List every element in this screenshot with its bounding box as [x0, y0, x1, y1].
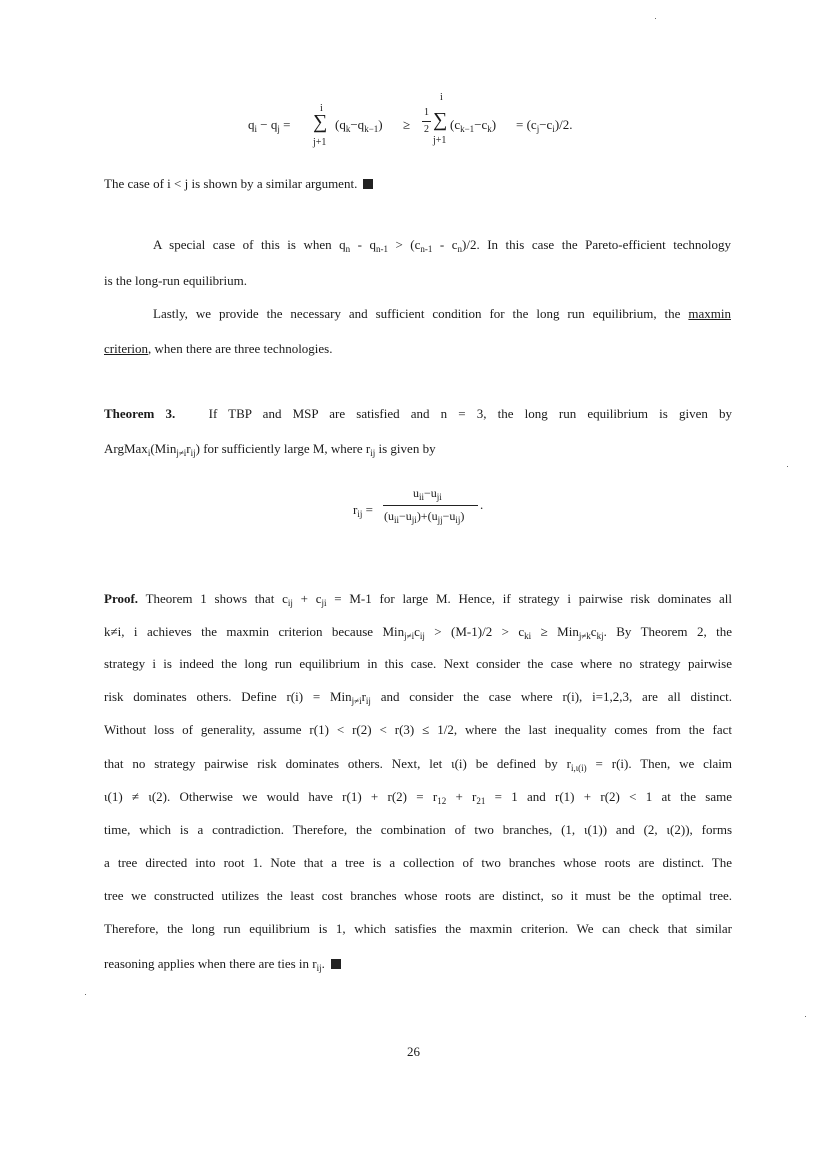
qed-square-icon: [363, 179, 373, 189]
proof-line-4: risk dominates others. Define $r(i) = Min_{j\ne i}r_{ij}$ and consider the case where r(i), i=1,2,3, are all distinct.: [104, 689, 732, 706]
sum2-term: $(c_{k-1}-c_k)$: [450, 117, 497, 134]
qed-square-icon: [331, 959, 341, 969]
geq-sign: ≥: [403, 117, 411, 132]
rij-denominator: $(u_{ii}-u_{ji})+(u_{jj}-u_{ij})$: [384, 509, 465, 525]
sum1-term: $(q_k-q_{k-1})$: [335, 117, 383, 134]
rij-fraction-line: [383, 505, 478, 506]
sum2-upper: i: [440, 92, 443, 103]
scan-speck: [787, 466, 788, 467]
proof-line-1: Proof. Theorem 1 shows that $c_{ij} + c_{ji} = M-1$ for large M. Hence, if strategy i pairwise risk dominates all: [104, 591, 732, 608]
special-case-line-1: A special case of this is when $q_n - q_{n-1} > (c_{n-1} - c_n)/2$. In this case the Pareto-efficient technology: [153, 237, 731, 254]
sum2-symbol: ∑: [433, 109, 448, 131]
theorem3-label: Theorem 3.: [104, 406, 176, 421]
maxmin-term: maxmin: [688, 306, 731, 321]
sum1-lower: j+1: [313, 137, 327, 148]
rij-period: .: [480, 497, 484, 512]
rij-lhs: $r_{ij}$ =: [353, 502, 373, 519]
page-number: 26: [407, 1044, 420, 1059]
eq-result: = $(c_j-c_i)/2$.: [516, 117, 573, 134]
proof-line-2: k≠i, i achieves the maxmin criterion because $Min_{j\ne i}c_{ij} > (M-1)/2 > c_{ki} \ge Min_{j\ne k}c_{kj}$. By Theorem 2, the: [104, 624, 732, 641]
half-fraction-line: [422, 121, 431, 122]
theorem3-line-1: Theorem 3. If TBP and MSP are satisfied and n = 3, the long run equilibrium is given by: [104, 406, 733, 421]
sum1-upper: i: [320, 103, 323, 114]
proof-line-8: time, which is a contradiction. Therefore, the combination of two branches, (1, ι(1)) and (2, ι(2)), forms: [104, 822, 732, 837]
rij-numerator: $u_{ii}-u_{ji}$: [413, 486, 442, 502]
sum2-lower: j+1: [433, 135, 447, 146]
scan-speck: [655, 18, 656, 19]
eq-lhs: $q_i - q_j$ =: [248, 117, 291, 134]
lastly-line-2: criterion, when there are three technologies.: [104, 341, 333, 356]
half-denominator: 2: [424, 124, 429, 135]
proof-line-12: reasoning applies when there are ties in $r_{ij}$.: [104, 956, 341, 972]
proof-line-11: Therefore, the long run equilibrium is 1, which satisfies the maxmin criterion. We can check that similar: [104, 921, 732, 936]
proof-line-5: Without loss of generality, assume r(1) < r(2) < r(3) ≤ 1/2, where the last inequality comes from the fact: [104, 722, 732, 737]
proof-line-6: that no strategy pairwise risk dominates others. Next, let ι(i) be defined by $r_{i,\iota(i)} = r(i)$. Then, we claim: [104, 756, 732, 773]
special-case-line-2: is the long-run equilibrium.: [104, 273, 247, 288]
sum1-symbol: ∑: [313, 111, 328, 133]
theorem3-line-2: $ArgMax_i(Min_{j\ne i}r_{ij})$ for sufficiently large M, where $r_{ij}$ is given by: [104, 441, 436, 458]
case-paragraph: The case of i < j is shown by a similar argument.: [104, 176, 373, 192]
proof-line-9: a tree directed into root 1. Note that a tree is a collection of two branches whose roots are distinct. The: [104, 855, 732, 870]
proof-line-7: ι(1) ≠ ι(2). Otherwise we would have $r(1) + r(2) = r_{12} + r_{21} = 1$ and r(1) + r(2) < 1 at the same: [104, 789, 732, 806]
proof-line-3: strategy i is indeed the long run equilibrium in this case. Next consider the case where no strategy pairwise: [104, 656, 732, 671]
scan-speck: [85, 994, 86, 995]
criterion-term: criterion: [104, 341, 149, 356]
proof-line-10: tree we constructed utilizes the least cost branches whose roots are distinct, so it must be the optimal tree.: [104, 888, 732, 903]
lastly-line-1: Lastly, we provide the necessary and sufficient condition for the long run equilibrium, the maxmin: [153, 306, 731, 321]
scan-speck: [805, 1016, 806, 1017]
half-numerator: 1: [424, 107, 429, 118]
proof-label: Proof.: [104, 591, 139, 606]
